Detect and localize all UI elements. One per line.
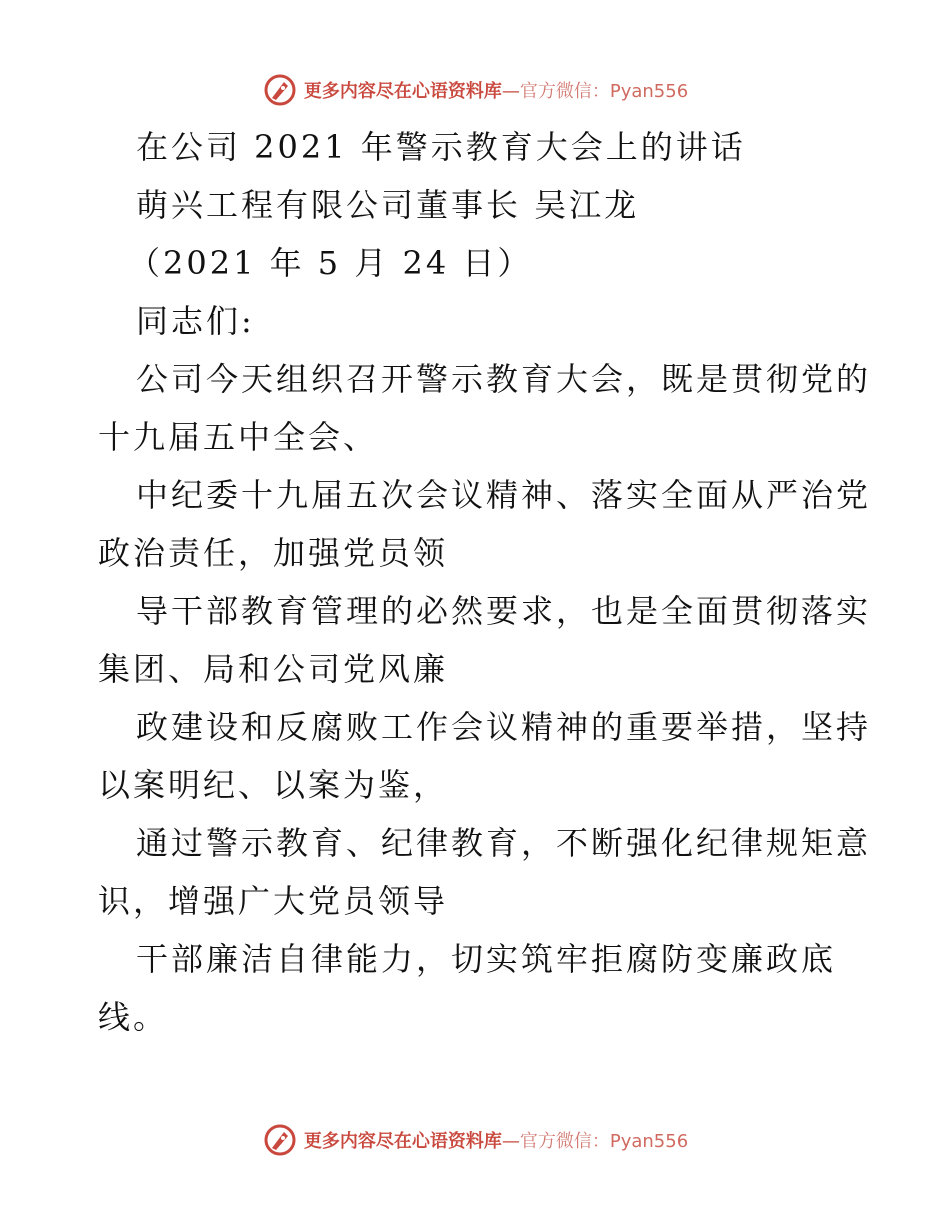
document-title: 在公司 2021 年警示教育大会上的讲话 bbox=[136, 128, 746, 166]
watermark-separator: — bbox=[501, 81, 520, 102]
paragraph-line: 中纪委十九届五次会议精神、落实全面从严治党 bbox=[136, 476, 872, 514]
paragraph-line: 以案明纪、以案为鉴， bbox=[98, 766, 449, 804]
document-greeting: 同志们: bbox=[136, 302, 255, 340]
paragraph-line: 政建设和反腐败工作会议精神的重要举措，坚持 bbox=[136, 708, 872, 746]
pen-nib-logo-icon bbox=[262, 72, 298, 108]
paragraph-line: 十九届五中全会、 bbox=[98, 418, 379, 456]
paragraph-line: 识，增强广大党员领导 bbox=[98, 882, 449, 920]
footer-watermark bbox=[0, 1120, 950, 1160]
watermark-text bbox=[304, 1127, 688, 1153]
paragraph-line: 线。 bbox=[98, 998, 169, 1036]
watermark-text bbox=[304, 77, 688, 103]
watermark-wechat-label: 官方微信： bbox=[519, 81, 610, 102]
pen-nib-logo-icon bbox=[262, 1122, 298, 1158]
watermark-main: 更多内容尽在心语资料库 bbox=[303, 81, 502, 102]
paragraph-line: 通过警示教育、纪律教育，不断强化纪律规矩意 bbox=[136, 824, 872, 862]
watermark-wechat-label: 官方微信： bbox=[519, 1131, 610, 1152]
paragraph-line: 公司今天组织召开警示教育大会，既是贯彻党的 bbox=[136, 360, 872, 398]
document-date: （2021 年 5 月 24 日） bbox=[128, 244, 533, 282]
paragraph-line: 干部廉洁自律能力，切实筑牢拒腐防变廉政底 bbox=[136, 940, 837, 978]
watermark-wechat-id: Pyan556 bbox=[609, 81, 689, 102]
watermark-wechat-id: Pyan556 bbox=[609, 1131, 689, 1152]
watermark-main: 更多内容尽在心语资料库 bbox=[303, 1131, 502, 1152]
document-body bbox=[98, 118, 872, 1046]
header-watermark bbox=[0, 70, 950, 110]
paragraph-line: 政治责任，加强党员领 bbox=[98, 534, 449, 572]
document-speaker: 萌兴工程有限公司董事长 吴江龙 bbox=[136, 186, 640, 224]
paragraph-line: 导干部教育管理的必然要求，也是全面贯彻落实 bbox=[136, 592, 872, 630]
watermark-separator: — bbox=[501, 1131, 520, 1152]
paragraph-line: 集团、局和公司党风廉 bbox=[98, 650, 449, 688]
